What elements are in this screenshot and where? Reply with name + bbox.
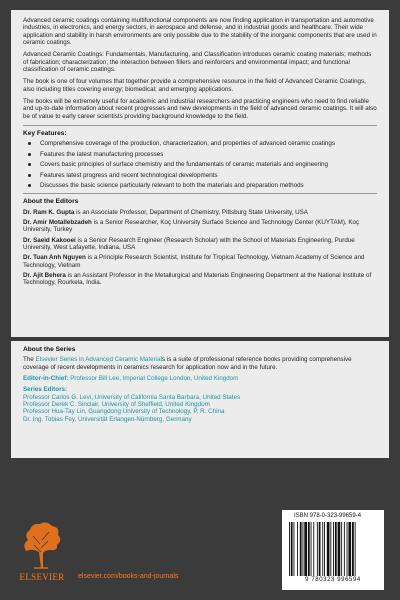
editor-bio: is an Associate Professor, Department of Chemistry, Pittsburg State University, USA <box>74 208 308 216</box>
isbn-label: ISBN 978-0-323-99659-4 <box>294 513 362 519</box>
editor-name: Dr. Ram K. Gupta <box>23 208 75 216</box>
editor-in-chief <box>23 375 377 382</box>
editor-name: Dr. Ajit Behera <box>23 271 66 279</box>
key-feature-item: Features latest progress and recent technological developments <box>27 172 377 179</box>
editor-entry <box>23 209 377 216</box>
description-paragraph-4: The books will be extremely useful for academic and industrial researchers and practicing engineers who need to find reliable and up-to-date information about recent progresses and new developments in the field of advanced ceramic coatings. It will also be of value to early career scientists providing background knowledge to the field. <box>23 98 377 120</box>
barcode-icon <box>286 522 380 576</box>
editor-entry <box>23 272 377 287</box>
editor-entry <box>23 219 377 234</box>
key-feature-item: Covers basic principles of surface chemistry and the fundamentals of ceramic materials and engineering <box>27 161 377 168</box>
publisher-name: ELSEVIER <box>19 572 65 582</box>
series-editor: Dr. Ing. Tobias Fey, Universität Erlangen-Nürnberg, Germany <box>23 415 192 423</box>
editor-bio: is an Assistant Professor in the Metallurgical and Materials Engineering Department at the National Institute of Technology, Rourkela, India. <box>23 271 372 287</box>
editor-bio: is a Senior Researcher, Koç University Surface Science and Technology Center (KUYTAM), Koç University, Turkey <box>23 218 360 234</box>
series-editor: Professor Derek C. Sinclair, University of Sheffield, United Kingdom <box>23 401 210 409</box>
isbn-barcode-box <box>282 510 384 590</box>
divider <box>23 193 377 194</box>
series-editor: Professor Carlos G. Levi, University of California Santa Barbara, United States <box>23 393 241 401</box>
key-feature-item: Features the latest manufacturing processes <box>27 151 377 158</box>
editors-heading: About the Editors <box>23 198 79 206</box>
series-name: Elsevier Series in Advanced Ceramic Material <box>35 356 162 364</box>
series-intro <box>23 356 377 371</box>
series-heading: About the Series <box>23 346 76 353</box>
barcode-number: 9 780323 996594 <box>305 577 361 583</box>
description-paragraph-3: The book is one of four volumes that together provide a comprehensive resource in the field of Advanced Ceramic Coatings, also including titles covering energy; biomedical; and emerging applications. <box>23 78 366 93</box>
key-features-heading: Key Features: <box>23 130 67 138</box>
editor-name: Dr. Saeid Kakooei <box>23 236 76 244</box>
editor-bio: is a Principle Research Scientist, Institute for Tropical Technology, Vietnam Academy of Science and Technology, Vietnam <box>23 254 365 269</box>
series-panel <box>11 341 389 458</box>
description-paragraph-2: Advanced Ceramic Coatings: Fundamentals, Manufacturing, and Classification introduces ceramic coating materials; methods of fabrication; characterization; the interaction between fillers and reinforcers and environmental impact; and functional classification of ceramic coatings. <box>23 51 372 74</box>
divider <box>23 125 377 126</box>
editor-name: Dr. Amir Motallebzadeh <box>23 218 92 226</box>
editor-bio: is a Senior Research Engineer (Research Scholar) with the School of Materials Engineering, Purdue University, West Lafayette, Indiana, USA <box>23 236 355 251</box>
description-panel <box>11 10 389 337</box>
series-editors-label: Series Editors: <box>23 386 68 394</box>
editor-in-chief-value: Professor Bill Lee, Imperial College London, United Kingdom <box>68 375 239 383</box>
key-feature-item: Comprehensive coverage of the production, characterization, and properties of advanced ceramic coatings <box>27 140 377 147</box>
editor-entry <box>23 254 377 269</box>
key-features-list <box>27 140 377 189</box>
editor-entry <box>23 237 377 252</box>
series-editor: Professor Hua-Tay Lin, Guangdong University of Technology, P. R. China <box>23 408 225 416</box>
series-intro-post: s is a suite of professional reference books providing comprehensive coverage of recent developments in ceramics research for application now and in the future. <box>23 356 352 371</box>
series-editors-list <box>23 394 377 423</box>
series-intro-pre: The <box>23 356 36 364</box>
description-paragraph-1: Advanced ceramic coatings containing multifunctional components are now finding application in transportation and automotive industries, in electronics, and energy sectors, in aerospace and defense, and in industrial goods and healthcare. Their wide application and stability in harsh environments are only possible due to the stability of the inorganic components that are used in ceramic coatings. <box>23 17 377 47</box>
editor-in-chief-label: Editor-in-Chief: <box>23 375 69 383</box>
publisher-url[interactable]: elsevier.com/books-and-journals <box>78 573 179 580</box>
elsevier-tree-logo-icon <box>18 518 64 570</box>
key-feature-item: Discusses the basic science particularly relevant to both the materials and preparation methods <box>27 182 377 189</box>
editor-name: Dr. Tuan Anh Nguyen <box>23 254 86 262</box>
